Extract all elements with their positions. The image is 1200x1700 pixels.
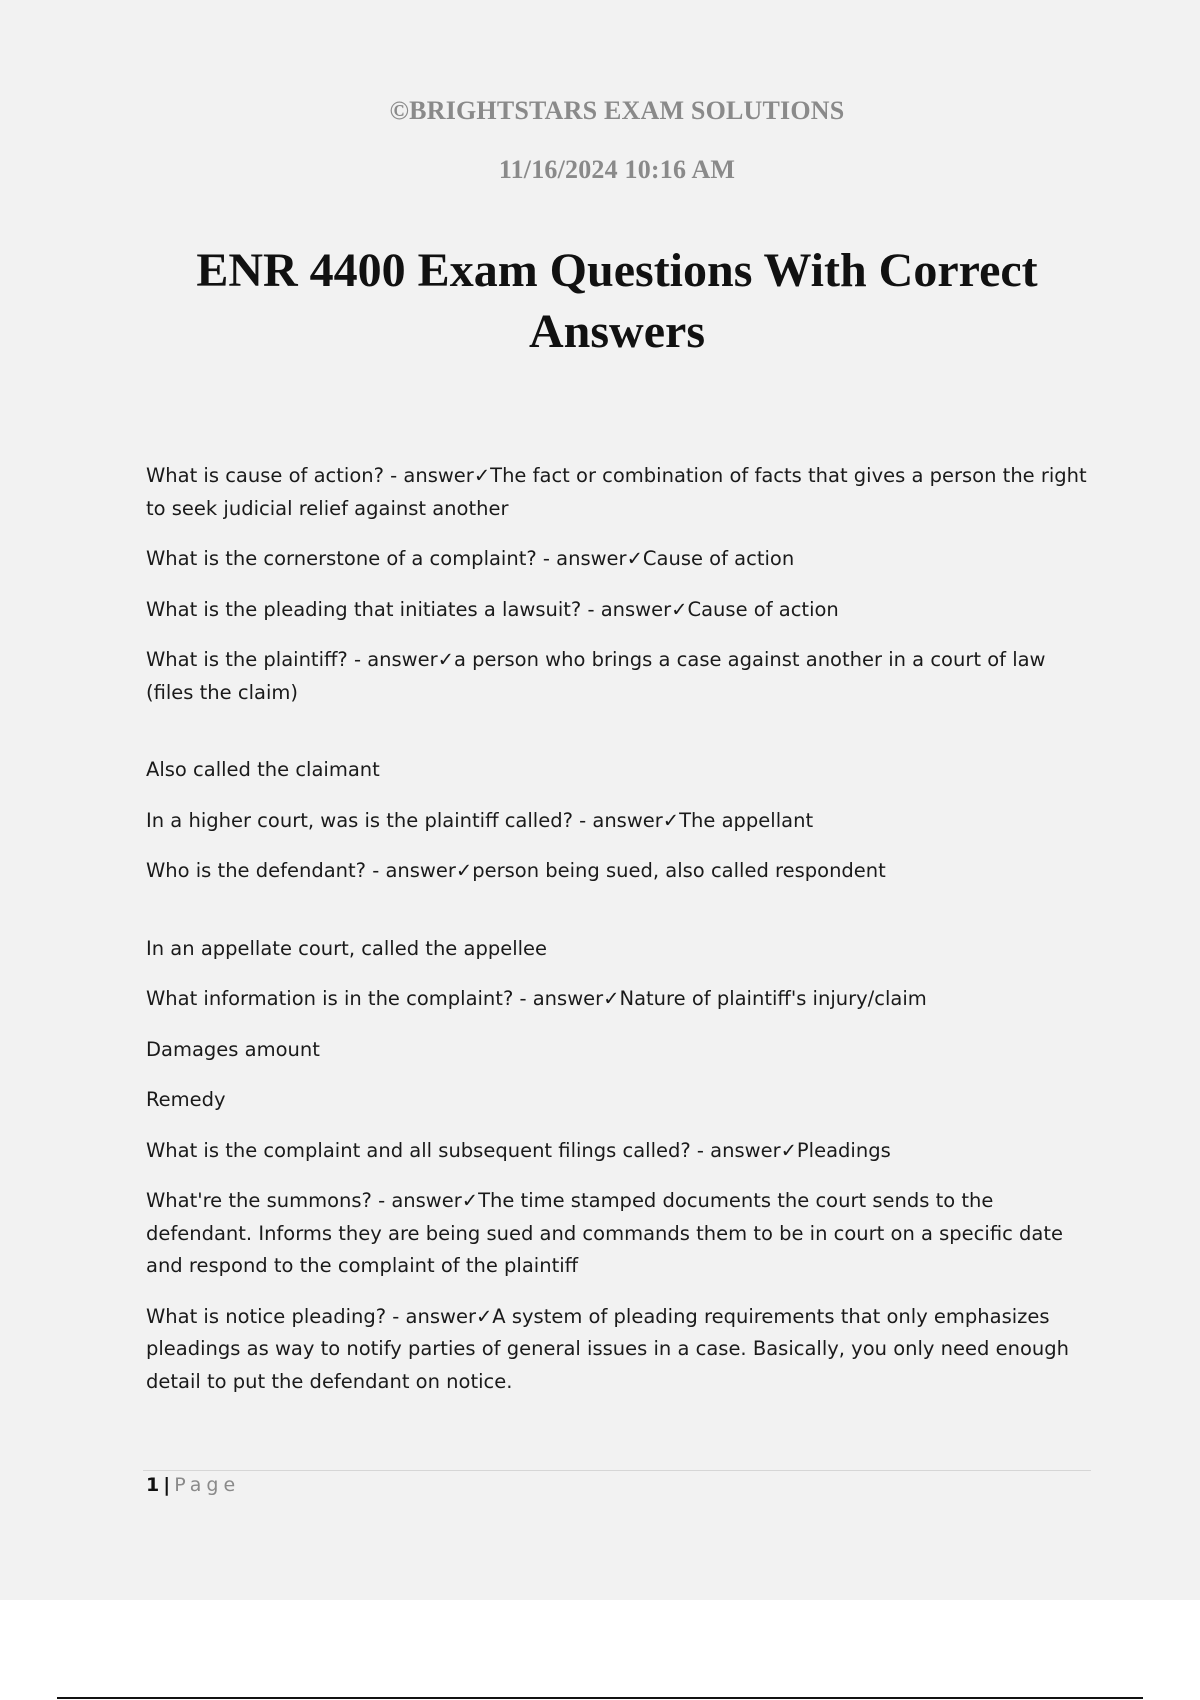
qa-continuation: Also called the claimant	[146, 758, 380, 781]
page-footer	[146, 1474, 240, 1496]
page-label: Page	[174, 1474, 241, 1496]
qa-continuation: Remedy	[146, 1088, 226, 1111]
qa-item: What is notice pleading? - answer✓A system of pleading requirements that only emphasizes pleadings as way to notify parties of general issues in a case. Basically, you only need enough detail to put the defendant on notice.	[146, 1304, 1069, 1393]
page-separator: |	[163, 1474, 171, 1496]
document-title: ENR 4400 Exam Questions With Correct Answers	[196, 244, 1038, 358]
qa-item: What is the cornerstone of a complaint? - answer✓Cause of action	[146, 547, 795, 570]
qa-item: What is the complaint and all subsequent filings called? - answer✓Pleadings	[146, 1138, 891, 1162]
copyright-header: ©BRIGHTSTARS EXAM SOLUTIONS	[389, 96, 845, 125]
qa-item: What're the summons? - answer✓The time stamped documents the court sends to the defendant. Informs they are being sued and commands them to be in court on a specific date and respond to the complaint of the plaintiff	[146, 1189, 1063, 1277]
footer-divider	[143, 1470, 1091, 1471]
qa-item: What is the pleading that initiates a lawsuit? - answer✓Cause of action	[146, 597, 839, 621]
qa-continuation: In an appellate court, called the appellee	[146, 936, 548, 960]
qa-item: What is the plaintiff? - answer✓a person who brings a case against another in a court of law (files the claim)	[146, 648, 1046, 704]
qa-item: Who is the defendant? - answer✓person being sued, also called respondent	[146, 859, 886, 882]
qa-continuation: Damages amount	[146, 1037, 320, 1061]
qa-item: In a higher court, was is the plaintiff called? - answer✓The appellant	[146, 808, 814, 832]
datetime-header: 11/16/2024 10:16 AM	[498, 155, 736, 184]
next-page-top-border	[57, 1697, 1143, 1699]
page-number: 1	[146, 1474, 160, 1496]
qa-item: What is cause of action? - answer✓The fact or combination of facts that gives a person the right to seek judicial relief against another	[146, 464, 1087, 520]
qa-item: What information is in the complaint? - answer✓Nature of plaintiff's injury/claim	[146, 987, 927, 1010]
qa-content	[146, 460, 1096, 1416]
